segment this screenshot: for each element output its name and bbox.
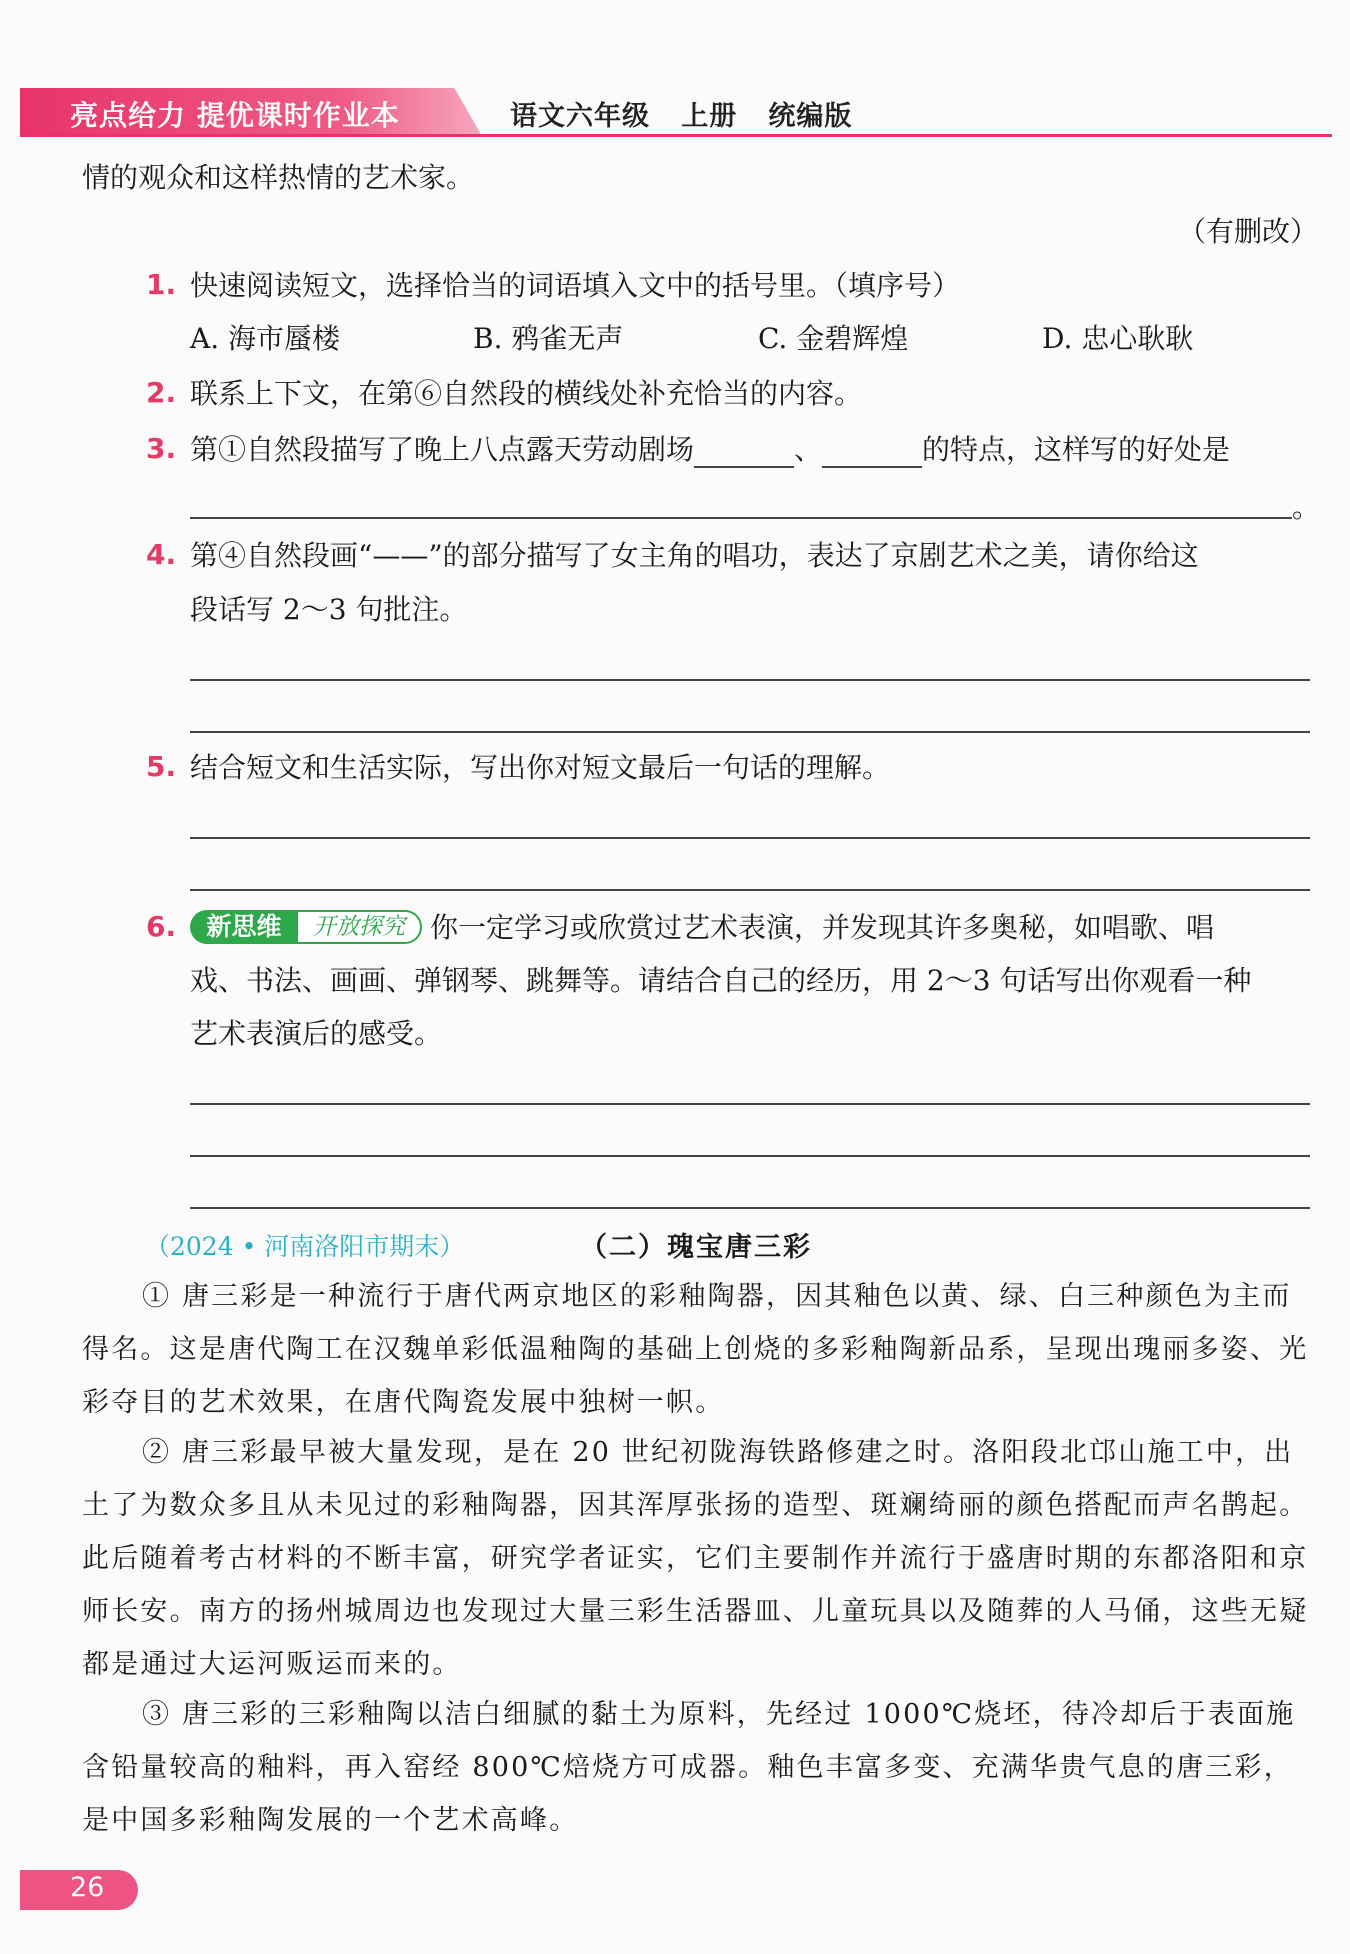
passage-source: （2024 • 河南洛阳市期末） [145,1232,465,1261]
answer-line-q5-1[interactable] [190,837,1310,839]
header-subtitle: 语文六年级 上册 统编版 [510,101,853,132]
answer-line-q6-2[interactable] [190,1155,1310,1157]
question-5-text: 结合短文和生活实际，写出你对短文最后一句话的理解。 [190,751,891,784]
passage-title: （二）瑰宝唐三彩 [580,1232,812,1263]
new-thinking-badge: 新思维 [190,910,298,944]
question-6-line-3: 艺术表演后的感受。 [190,1017,443,1050]
paragraph-2: ② 唐三彩最早被大量发现，是在 20 世纪初陇海铁路修建之时。洛阳段北邙山施工中，出土了为数众多且从未见过的彩釉陶器，因其浑厚张扬的造型、斑斓绮丽的颜色搭配而声名鹊起。此后随着考古材料的不断丰富，研究学者证实，它们主要制作并流行于盛唐时期的东都洛阳和京师长安。南方的扬州城周边也发现过大量三彩生活器皿、儿童玩具以及随葬的人马俑，这些无疑都是通过大运河贩运而来的。 [82,1437,1309,1680]
option-a: A. 海市蜃楼 [190,322,341,355]
page-number: 26 [70,1872,105,1903]
question-3-text [190,432,1230,468]
answer-line-q5-2[interactable] [190,889,1310,891]
question-2-text: 联系上下文，在第⑥自然段的横线处补充恰当的内容。 [190,377,863,410]
period-mark: 。 [1292,491,1321,524]
answer-line-q6-3[interactable] [190,1207,1310,1209]
question-number-2: 2. [146,376,177,409]
source-note: （有删改） [1178,215,1319,248]
option-c: C. 金碧辉煌 [758,322,909,355]
question-number-4: 4. [146,538,177,571]
question-number-3: 3. [146,432,177,465]
header-rule [20,134,1332,137]
question-1-text: 快速阅读短文，选择恰当的词语填入文中的括号里。（填序号） [190,269,961,302]
question-3-part-a: 第①自然段描写了晚上八点露天劳动剧场 [190,433,695,466]
question-6-line-2: 戏、书法、画画、弹钢琴、跳舞等。请结合自己的经历，用 2～3 句话写出你观看一种 [190,964,1252,997]
question-number-1: 1. [146,268,177,301]
answer-line-q4-2[interactable] [190,731,1310,733]
question-4-line-2: 段话写 2～3 句批注。 [190,593,468,626]
answer-blank-2[interactable] [822,440,922,468]
answer-line-q3[interactable] [190,517,1292,519]
paragraph-3: ③ 唐三彩的三彩釉陶以洁白细腻的黏土为原料，先经过 1000℃烧坯，待冷却后于表面施含铅量较高的釉料，再入窑经 800℃焙烧方可成器。釉色丰富多变、充满华贵气息的唐三彩，是中国多彩釉陶发展的一个艺术高峰。 [82,1699,1296,1836]
answer-blank-1[interactable] [694,440,794,468]
paragraph-1: ① 唐三彩是一种流行于唐代两京地区的彩釉陶器，因其釉色以黄、绿、白三种颜色为主而得名。这是唐代陶工在汉魏单彩低温釉陶的基础上创烧的多彩釉陶新品系，呈现出瑰丽多姿、光彩夺目的艺术效果，在唐代陶瓷发展中独树一帜。 [82,1281,1309,1418]
question-3-part-b: 的特点，这样写的好处是 [922,433,1231,466]
continuation-text: 情的观众和这样热情的艺术家。 [82,161,475,194]
answer-line-q6-1[interactable] [190,1103,1310,1105]
option-b: B. 鸦雀无声 [473,322,624,355]
question-4-line-1: 第④自然段画“——”的部分描写了女主角的唱功，表达了京剧艺术之美，请你给这 [190,539,1199,572]
question-6-line-1: 你一定学习或欣赏过艺术表演，并发现其许多奥秘，如唱歌、唱 [430,911,1215,944]
answer-line-q4-1[interactable] [190,679,1310,681]
question-number-6: 6. [146,910,177,943]
question-number-5: 5. [146,750,177,783]
question-3-sep: 、 [794,433,823,466]
open-inquiry-badge: 开放探究 [296,910,422,944]
header-brand: 亮点给力 提优课时作业本 [70,99,400,132]
option-d: D. 忠心耿耿 [1042,322,1194,355]
